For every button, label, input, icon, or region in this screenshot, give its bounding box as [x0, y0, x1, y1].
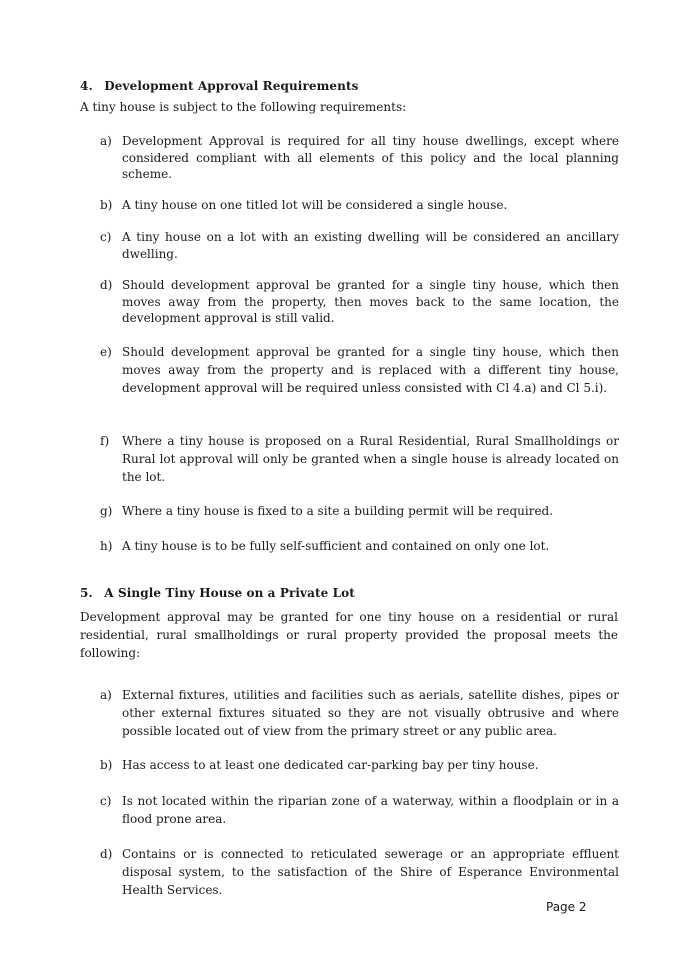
item-text: A tiny house on a lot with an existing dwelling will be considered an ancillary dwelling. — [122, 230, 619, 261]
item-letter: c) — [100, 794, 112, 808]
section-4-item-c — [100, 229, 619, 262]
item-letter: d) — [100, 278, 113, 292]
item-text: A tiny house on one titled lot will be considered a single house. — [122, 198, 508, 212]
item-text: Should development approval be granted for a single tiny house, which then moves away from the property, then moves back to the same location, the development approval is still valid. — [122, 278, 619, 325]
page-number: Page 2 — [546, 900, 587, 914]
item-letter: b) — [100, 758, 113, 772]
item-letter: g) — [100, 504, 113, 518]
section-4-item-d — [100, 277, 619, 327]
section-5-number: 5. — [80, 586, 93, 600]
section-4-item-f — [100, 432, 619, 486]
section-5-title: A Single Tiny House on a Private Lot — [104, 586, 355, 600]
item-text: Has access to at least one dedicated car-parking bay per tiny house. — [122, 758, 539, 772]
item-letter: d) — [100, 847, 113, 861]
item-letter: a) — [100, 688, 112, 702]
section-4-item-a — [100, 133, 619, 183]
section-5-item-c — [100, 792, 619, 828]
item-text: Contains or is connected to reticulated sewerage or an appropriate effluent disposal system, to the satisfaction of the Shire of Esperance Environmental Health Services. — [122, 847, 619, 897]
section-4-number: 4. — [80, 79, 93, 93]
section-4-heading — [80, 79, 358, 93]
item-text: Where a tiny house is fixed to a site a building permit will be required. — [122, 504, 554, 518]
item-text: Is not located within the riparian zone of a waterway, within a floodplain or in a flood prone area. — [122, 794, 619, 826]
item-text: Where a tiny house is proposed on a Rural Residential, Rural Smallholdings or Rural lot approval will only be granted when a single house is already located on the lot. — [122, 434, 619, 484]
section-5-item-b — [100, 757, 619, 774]
item-letter: a) — [100, 134, 112, 148]
item-text: A tiny house is to be fully self-sufficient and contained on only one lot. — [122, 539, 550, 553]
item-letter: c) — [100, 230, 112, 244]
section-4-item-b — [100, 197, 619, 214]
section-4-intro: A tiny house is subject to the following requirements: — [80, 100, 407, 114]
section-5-item-d — [100, 845, 619, 899]
section-5-item-a — [100, 686, 619, 740]
item-text: Should development approval be granted for a single tiny house, which then moves away from the property and is replaced with a different tiny house, development approval will be required unless consisted with Cl 4.a) and Cl 5.i). — [122, 345, 619, 395]
section-5-heading — [80, 586, 355, 600]
item-text: Development Approval is required for all tiny house dwellings, except where considered compliant with all elements of this policy and the local planning scheme. — [122, 134, 619, 181]
section-5-intro: Development approval may be granted for one tiny house on a residential or rural residential, rural smallholdings or rural property provided the proposal meets the following: — [80, 610, 618, 660]
section-4-item-e — [100, 343, 619, 397]
item-letter: f) — [100, 434, 110, 448]
section-4-item-h — [100, 538, 619, 555]
section-4-title: Development Approval Requirements — [104, 79, 359, 93]
item-text: External fixtures, utilities and facilities such as aerials, satellite dishes, pipes or other external fixtures situated so they are not visually obtrusive and where possible located out of view from the primary street or any public area. — [122, 688, 619, 738]
section-4-item-g — [100, 503, 619, 520]
item-letter: h) — [100, 539, 113, 553]
item-letter: e) — [100, 345, 112, 359]
item-letter: b) — [100, 198, 113, 212]
